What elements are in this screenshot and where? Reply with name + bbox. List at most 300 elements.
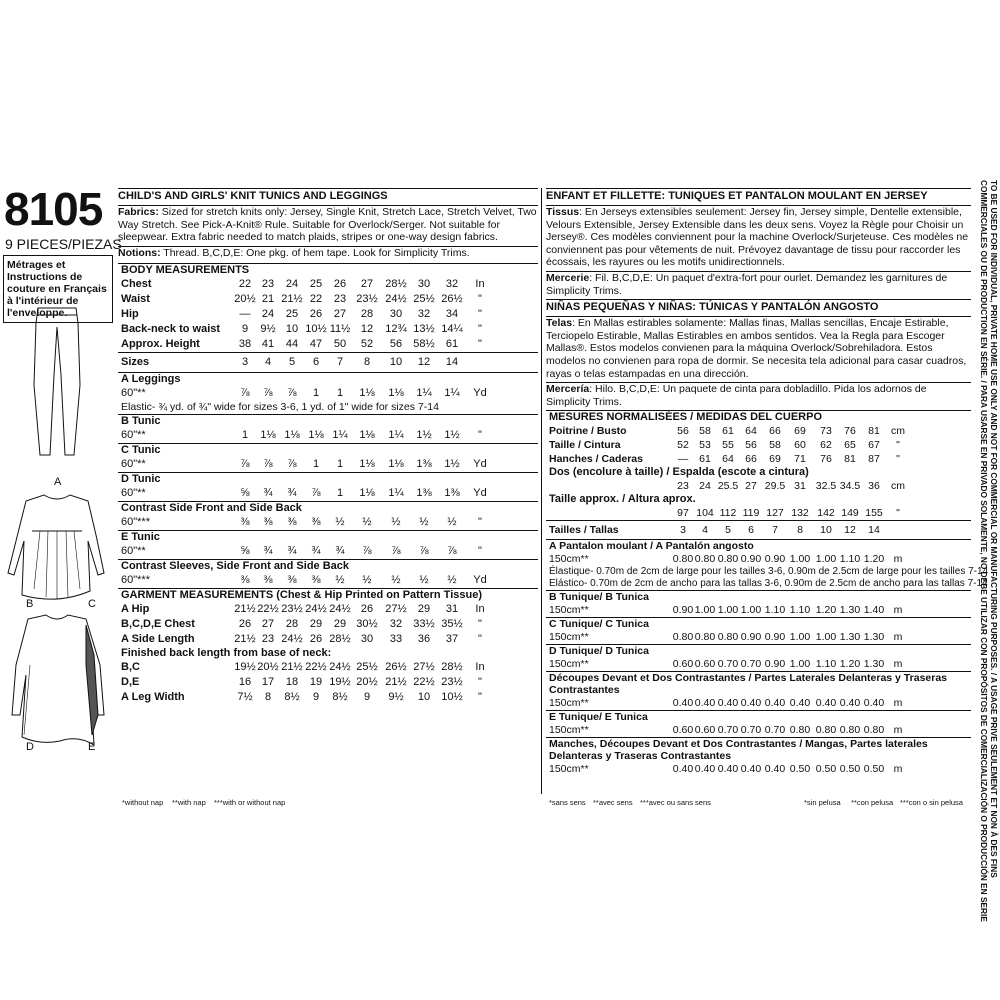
row-label: 60"*** (121, 574, 150, 587)
row-value: Yd (473, 458, 487, 471)
view-title: E Tunic (121, 531, 160, 544)
row-value: ½ (447, 516, 457, 529)
row-value: ½ (335, 574, 345, 587)
view-section (546, 539, 989, 590)
row-value: 1½ (416, 429, 432, 442)
row-value: ⅞ (419, 545, 429, 558)
row-value: 28 (285, 618, 299, 631)
footnote-con-pelusa: **con pelusa (851, 798, 894, 807)
row-value: 0.60 (694, 724, 716, 737)
row-value: 66 (769, 425, 781, 438)
row-value: ¾ (287, 545, 297, 558)
footnote-with-or-without-nap: ***with or without nap (214, 798, 286, 807)
measurement-row (546, 424, 971, 438)
body-measurements-table (118, 277, 538, 352)
row-value: " (478, 516, 482, 529)
row-value: 47 (309, 338, 323, 351)
row-value: 0.40 (717, 763, 739, 776)
metrage-views (546, 539, 989, 776)
view-title: B Tunique/ B Tunica (549, 591, 649, 604)
row-value: 0.70 (717, 658, 739, 671)
row-value: ⅞ (240, 387, 250, 400)
row-value: In (475, 278, 485, 291)
dos-label: Dos (encolure à taille) / Espalda (escote a cintura) (549, 466, 809, 479)
row-value: 0.50 (839, 763, 861, 776)
row-value: 21 (261, 293, 275, 306)
row-value: 28 (360, 308, 374, 321)
row-value: 0.80 (694, 553, 716, 566)
row-value: ½ (335, 516, 345, 529)
tailles-section (546, 520, 971, 539)
row-value: 19½ (234, 661, 256, 674)
row-value: 27½ (413, 661, 435, 674)
row-value: 38 (238, 338, 252, 351)
garment-measurements-table (118, 602, 538, 647)
row-value: 1.00 (789, 553, 811, 566)
row-value: 0.50 (863, 763, 885, 776)
row-value: ¾ (311, 545, 321, 558)
row-value: 34.5 (839, 480, 861, 493)
row-value: 30 (389, 308, 403, 321)
legal-notice-line: TO BE USED FOR INDIVIDUAL, PRIVATE HOME USE ONLY AND NOT FOR COMMERCIAL OR MANUFACTURING PURPOSES. / A USAGE PRIVE SEULEMENT ET NON À DES FINS (989, 180, 999, 878)
row-value: 1.00 (815, 631, 837, 644)
row-label: Poitrine / Busto (549, 425, 627, 438)
row-label: 150cm** (549, 763, 589, 776)
row-label: 60"** (121, 458, 146, 471)
fabrics-text: Sized for stretch knits only: Jersey, Single Knit, Stretch Lace, Stretch Velvet, Two Way Stretch. See Pick-A-Knit® Rule. Suitable for Overlock/Serger. Not suitable for sleepwear. Extra fabric needed to match plaids, stripes or one-way design fabrics. (118, 206, 537, 244)
garment-illustrations (0, 305, 115, 775)
row-value: 1.20 (815, 604, 837, 617)
row-value: 12¾ (385, 323, 407, 336)
row-value: m (893, 631, 903, 644)
measurement-row (118, 277, 538, 292)
row-value: 0.80 (717, 631, 739, 644)
row-value: 1.30 (839, 631, 861, 644)
row-value: 0.40 (839, 697, 861, 710)
view-title: A Pantalon moulant / A Pantalón angosto (549, 540, 754, 553)
row-value: 25 (285, 308, 299, 321)
row-value: 23 (333, 293, 347, 306)
row-value: 26 (309, 633, 323, 646)
row-value: 0.90 (740, 553, 762, 566)
row-value: 8 (363, 356, 371, 369)
row-value: 104 (696, 507, 714, 520)
row-value: 29 (333, 618, 347, 631)
row-label: D,E (121, 676, 140, 689)
view-section (118, 472, 538, 501)
row-value: 0.60 (694, 658, 716, 671)
row-value: 0.80 (789, 724, 811, 737)
row-value: 14 (868, 524, 880, 537)
fabrics-label: Fabrics: (118, 206, 159, 218)
garment-measurements-title: GARMENT MEASUREMENTS (Chest & Hip Printed on Pattern Tissue) (121, 589, 482, 602)
row-value: ⅜ (240, 574, 250, 587)
row-value: 52 (677, 439, 689, 452)
row-value: 10 (389, 356, 403, 369)
view-section (118, 501, 538, 530)
row-value: 0.40 (694, 697, 716, 710)
row-value: Yd (473, 487, 487, 500)
row-value: " (478, 633, 482, 646)
dos-row (546, 479, 971, 493)
row-value: 1¼ (388, 487, 404, 500)
row-value: ½ (419, 516, 429, 529)
row-value: 7½ (237, 691, 253, 704)
row-value: 20½ (234, 293, 256, 306)
row-value: 0.80 (672, 553, 694, 566)
row-value: 34 (445, 308, 459, 321)
measurement-row (118, 337, 538, 352)
row-value: 26 (333, 278, 347, 291)
row-value: 12 (844, 524, 856, 537)
measurement-row (546, 438, 971, 452)
row-value: 56 (389, 338, 403, 351)
view-section (546, 671, 971, 710)
row-value: ⅞ (263, 387, 273, 400)
row-value: " (478, 618, 482, 631)
row-value: 62 (820, 439, 832, 452)
row-value: 36 (868, 480, 880, 493)
measurement-row (546, 552, 971, 566)
row-value: 36 (417, 633, 431, 646)
row-value: 0.40 (863, 697, 885, 710)
finished-back-length-label: Finished back length from base of neck: (121, 647, 332, 660)
measurement-row (118, 322, 538, 337)
finished-length-table (118, 660, 538, 705)
row-label: A Hip (121, 603, 150, 616)
row-value: 9 (363, 691, 371, 704)
body-measurements-section (118, 263, 538, 352)
row-value: ½ (419, 574, 429, 587)
row-label: Hanches / Caderas (549, 453, 643, 466)
row-value: 22½ (257, 603, 279, 616)
measurement-row (118, 355, 538, 370)
row-label: A Leg Width (121, 691, 185, 704)
row-value: 8½ (332, 691, 348, 704)
row-value: ⅞ (447, 545, 457, 558)
french-title: ENFANT ET FILLETTE: TUNIQUES ET PANTALON MOULANT EN JERSEY (546, 188, 971, 203)
row-value: 19½ (329, 676, 351, 689)
legal-notice-vertical (947, 180, 999, 922)
measurement-row (118, 573, 538, 588)
view-section (546, 617, 971, 644)
view-section (118, 443, 538, 472)
row-value: 58½ (413, 338, 435, 351)
row-value: 18 (285, 676, 299, 689)
row-value: 0.70 (740, 724, 762, 737)
view-label-b: B (26, 598, 34, 610)
row-value: ⅜ (263, 516, 273, 529)
row-value: 1.40 (863, 604, 885, 617)
leggings-illustration (34, 308, 80, 455)
row-value: 0.90 (672, 604, 694, 617)
view-title: D Tunique/ D Tunica (549, 645, 649, 658)
elastic-note: Élastique- 0.70m de 2cm de large pour les tailles 3-6, 0.90m de 2.5cm de large pour les tailles 7-14 (549, 566, 989, 578)
row-value: ⅞ (287, 458, 297, 471)
row-value: 32 (389, 618, 403, 631)
pattern-number: 8105 (4, 183, 103, 235)
row-value: ¾ (263, 545, 273, 558)
row-value: 0.40 (717, 697, 739, 710)
row-value: 33½ (413, 618, 435, 631)
row-value: 1 (336, 458, 344, 471)
row-value: 0.80 (863, 724, 885, 737)
row-value: 0.80 (717, 553, 739, 566)
row-value: 22½ (305, 661, 327, 674)
footnote-con-o-sin-pelusa: ***con o sin pelusa (900, 798, 963, 807)
measurement-row (546, 630, 971, 644)
row-value: 6 (312, 356, 320, 369)
row-value: ⅜ (263, 574, 273, 587)
row-value: 1⅜ (416, 487, 432, 500)
row-value: 29 (417, 603, 431, 616)
row-value: 71 (794, 453, 806, 466)
row-label: B,C,D,E Chest (121, 618, 195, 631)
row-value: 1.00 (694, 604, 716, 617)
view-title: E Tunique/ E Tunica (549, 711, 648, 724)
row-value: 1⅜ (416, 458, 432, 471)
row-value: 8½ (284, 691, 300, 704)
row-value: 1 (312, 387, 320, 400)
row-value: ⅞ (263, 458, 273, 471)
row-value: 0.60 (672, 658, 694, 671)
row-value: 10½ (441, 691, 463, 704)
view-section (546, 737, 971, 776)
row-value: 31 (445, 603, 459, 616)
row-value: 12 (417, 356, 431, 369)
row-value: 61 (722, 425, 734, 438)
row-value: ⅞ (391, 545, 401, 558)
row-value: 5 (288, 356, 296, 369)
measurement-row (546, 603, 971, 617)
view-label-e: E (88, 741, 96, 753)
row-value: 23½ (281, 603, 303, 616)
row-value: 30 (417, 278, 431, 291)
row-value: 4 (702, 524, 708, 537)
view-label-d: D (26, 741, 34, 753)
view-title: B Tunic (121, 415, 161, 428)
row-value: ⅜ (287, 574, 297, 587)
measurement-row (118, 617, 538, 632)
row-value: Yd (473, 387, 487, 400)
row-value: 13½ (413, 323, 435, 336)
row-value: " (478, 293, 482, 306)
row-value: ⅝ (240, 487, 250, 500)
row-value: " (478, 308, 482, 321)
pieces-count: 9 PIECES/PIEZAS (5, 236, 122, 252)
telas-label: Telas (546, 317, 573, 330)
row-value: 1⅛ (359, 429, 375, 442)
yardage-views (118, 372, 538, 588)
view-title: A Leggings (121, 373, 181, 386)
row-value: 21½ (385, 676, 407, 689)
tunic-bc-illustration (8, 495, 104, 599)
mesures-table (546, 424, 971, 466)
row-value: 37 (445, 633, 459, 646)
row-value: 10 (285, 323, 299, 336)
row-value: 21½ (281, 661, 303, 674)
tissus-text: : En Jerseys extensibles seulement: Jersey fin, Jersey simple, Dentelle extensible, Velours Extensible, Jersey Extensible dans les deux sens. Voyez la Règle pour Choisir un Jersey®. Ces modèles conviennent pour la machine Overlock/Surjeteuse. Ces modèles ne conviennent pas pour vêtements de nuit. Prévoyez davantage de tissu pour raccorder les écossais, les rayures ou les motifs unidirectionnels. (546, 206, 969, 269)
row-value: 25 (309, 278, 323, 291)
english-title: CHILD'S AND GIRLS' KNIT TUNICS AND LEGGINGS (118, 188, 538, 203)
mercerie-paragraph (546, 271, 971, 297)
taille-row (546, 506, 971, 520)
row-value: ½ (391, 574, 401, 587)
tissus-paragraph (546, 205, 971, 269)
row-value: 17 (261, 676, 275, 689)
row-value: 87 (868, 453, 880, 466)
row-value: 26 (360, 603, 374, 616)
notions-label: Notions: (118, 246, 161, 259)
measurement-row (546, 762, 971, 776)
row-label: Chest (121, 278, 152, 291)
row-value: 52 (360, 338, 374, 351)
row-value: 58 (699, 425, 711, 438)
row-value: 27 (333, 308, 347, 321)
row-value: 0.70 (740, 658, 762, 671)
row-label: A Side Length (121, 633, 195, 646)
telas-text: : En Mallas estirables solamente: Mallas finas, Mallas sencillas, Encaje Estirable, Terciopelo Estirable, Mallas Estirables en ambos sentidos. Vea la Regla para Escoger Mallas®. Estos modelos convienen para la máquina Overlock/Sobrehiladora. Estos modelos no convienen para ropa de dormir. Se necesita tela adicional para casar cuadros, rayas o telas estampadas en una dirección. (546, 317, 967, 380)
view-section (546, 710, 971, 737)
measurement-row (118, 690, 538, 705)
row-value: 0.40 (764, 763, 786, 776)
row-value: 1.00 (815, 553, 837, 566)
french-instructions-note: Métrages et Instructions de couture en Français à l'intérieur de l'enveloppe. (3, 255, 113, 323)
row-value: 30 (360, 633, 374, 646)
row-value: 81 (844, 453, 856, 466)
row-value: 6 (748, 524, 754, 537)
row-value: 0.40 (672, 697, 694, 710)
measurement-row (118, 292, 538, 307)
row-value: 24 (261, 308, 275, 321)
row-value: 1⅛ (388, 458, 404, 471)
footnote-avec-sens: **avec sens (593, 798, 633, 807)
row-value: 0.70 (764, 724, 786, 737)
row-value: 24½ (329, 661, 351, 674)
row-value: 65 (844, 439, 856, 452)
row-value: 27 (745, 480, 757, 493)
row-value: 1¼ (332, 429, 348, 442)
row-value: — (677, 453, 689, 466)
row-value: 97 (677, 507, 689, 520)
row-value: 0.90 (740, 631, 762, 644)
row-value: 69 (794, 425, 806, 438)
row-value: 64 (722, 453, 734, 466)
view-title: C Tunique/ C Tunica (549, 618, 649, 631)
row-value: 0.70 (717, 724, 739, 737)
row-value: 1⅜ (444, 487, 460, 500)
row-value: 0.50 (789, 763, 811, 776)
view-section (546, 590, 971, 617)
row-value: 50 (333, 338, 347, 351)
row-value: 29.5 (764, 480, 786, 493)
row-value: ⅞ (287, 387, 297, 400)
row-value: 1.10 (839, 553, 861, 566)
row-value: 1½ (444, 458, 460, 471)
row-value: ¾ (263, 487, 273, 500)
view-title: Contrast Side Front and Side Back (121, 502, 302, 515)
row-value: m (893, 658, 903, 671)
row-value: 21½ (234, 603, 256, 616)
row-value: 1 (241, 429, 249, 442)
row-value: 0.90 (764, 553, 786, 566)
row-value: 23½ (441, 676, 463, 689)
mesures-section (546, 410, 971, 520)
fabrics-paragraph (118, 205, 538, 244)
row-value: ⅞ (240, 458, 250, 471)
row-value: " (896, 439, 900, 452)
row-value: ⅞ (362, 545, 372, 558)
row-value: ⅜ (311, 516, 321, 529)
row-value: 12 (360, 323, 374, 336)
measurement-row (118, 602, 538, 617)
row-label: 150cm** (549, 697, 589, 710)
row-value: 1.00 (789, 631, 811, 644)
row-value: 1.10 (815, 658, 837, 671)
view-title: Découpes Devant et Dos Contrastantes / Partes Laterales Delanteras y Traseras Contrastantes (549, 672, 948, 697)
row-label: Sizes (121, 356, 150, 369)
row-value: 32.5 (815, 480, 837, 493)
row-value: 25½ (413, 293, 435, 306)
row-value: 28½ (441, 661, 463, 674)
row-value: 0.40 (789, 697, 811, 710)
row-label: 150cm** (549, 724, 589, 737)
row-value: 55 (722, 439, 734, 452)
measurement-row (118, 386, 538, 401)
row-value: cm (891, 425, 905, 438)
row-value: 10 (417, 691, 431, 704)
row-value: 1.30 (863, 658, 885, 671)
row-value: 9½ (260, 323, 276, 336)
row-value: 1¼ (416, 387, 432, 400)
row-value: 20½ (356, 676, 378, 689)
row-value: 26½ (385, 661, 407, 674)
mercerie-text: : Fil. B,C,D,E: Un paquet d'extra-fort pour ourlet. Demandez les garnitures de Simplicity Trims. (546, 271, 948, 297)
row-value: 24½ (281, 633, 303, 646)
row-value: 1.00 (717, 604, 739, 617)
row-label: 150cm** (549, 631, 589, 644)
measurement-row (546, 452, 971, 466)
row-value: " (478, 545, 482, 558)
row-value: 24½ (329, 603, 351, 616)
row-value: 58 (769, 439, 781, 452)
row-value: 53 (699, 439, 711, 452)
row-value: 22½ (413, 676, 435, 689)
row-label: Tailles / Tallas (549, 524, 619, 537)
row-value: 0.80 (839, 724, 861, 737)
row-value: 21½ (234, 633, 256, 646)
row-value: 21½ (281, 293, 303, 306)
row-value: ½ (362, 516, 372, 529)
telas-paragraph (546, 316, 971, 380)
row-value: 1.00 (740, 604, 762, 617)
row-value: 142 (817, 507, 835, 520)
row-value: ½ (391, 516, 401, 529)
row-value: 66 (745, 453, 757, 466)
row-value: 1¼ (388, 429, 404, 442)
row-value: m (893, 697, 903, 710)
measurement-row (118, 544, 538, 559)
row-value: 81 (868, 425, 880, 438)
row-value: 29 (309, 618, 323, 631)
row-value: 23½ (356, 293, 378, 306)
view-section (118, 372, 538, 414)
row-value: 1 (336, 487, 344, 500)
view-section (118, 559, 538, 588)
row-value: 0.80 (672, 631, 694, 644)
view-section (118, 414, 538, 443)
tissus-label: Tissus (546, 206, 580, 218)
